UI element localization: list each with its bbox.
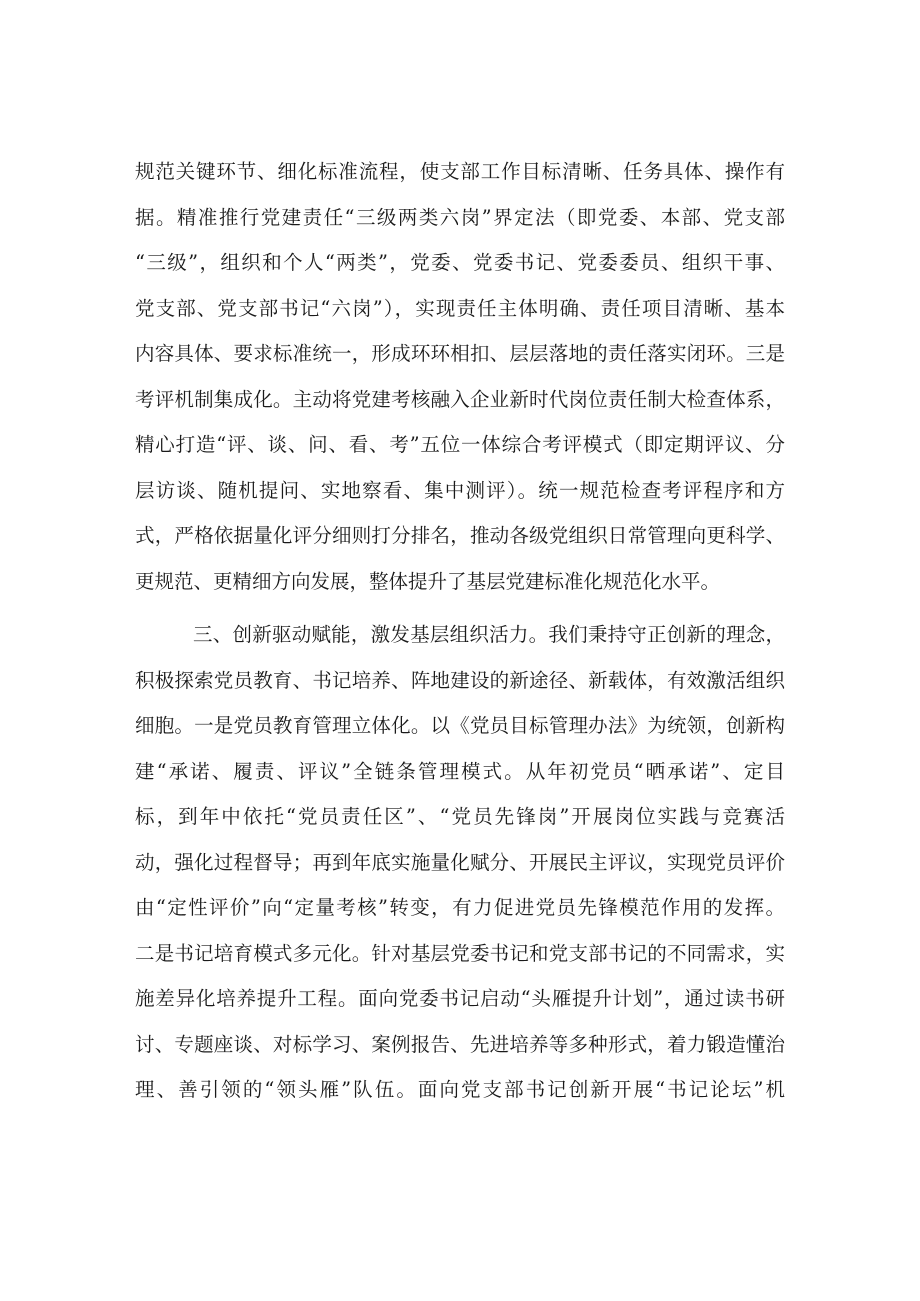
text-line: 层访谈、随机提问、实地察看、集中测评）。统一规范检查考评程序和方 bbox=[135, 478, 785, 502]
text-line: 式，严格依据量化评分细则打分排名，推动各级党组织日常管理向更科学、 bbox=[135, 524, 785, 547]
text-line: 由“定性评价”向“定量考核”转变，有力促进党员先锋模范作用的发挥。 bbox=[135, 896, 785, 919]
text-line: 施差异化培养提升工程。面向党委书记启动“头雁提升计划”，通过读书研 bbox=[135, 987, 785, 1010]
text-line: 据。精准推行党建责任“三级两类六岗”界定法（即党委、本部、党支部 bbox=[135, 205, 785, 229]
text-line: 建“承诺、履责、评议”全链条管理模式。从年初党员“晒承诺”、定目 bbox=[135, 759, 785, 783]
text-line: 理、善引领的“领头雁”队伍。面向党支部书记创新开展“书记论坛”机 bbox=[135, 1078, 785, 1101]
text-line: 规范关键环节、细化标准流程，使支部工作目标清晰、任务具体、操作有 bbox=[135, 160, 785, 183]
text-line: 积极探索党员教育、书记培养、阵地建设的新途径、新载体，有效激活组织 bbox=[135, 668, 785, 692]
text-line: 细胞。一是党员教育管理立体化。以《党员目标管理办法》为统领，创新构 bbox=[135, 714, 785, 737]
text-line: 党支部、党支部书记“六岗”），实现责任主体明确、责任项目清晰、基本 bbox=[135, 296, 785, 320]
text-line: “三级”，组织和个人“两类”，党委、党委书记、党委委员、组织干事、 bbox=[135, 251, 785, 274]
text-line: 内容具体、要求标准统一，形成环环相扣、层层落地的责任落实闭环。三是 bbox=[135, 342, 785, 365]
text-line: 标，到年中依托“党员责任区”、“党员先锋岗”开展岗位实践与竞赛活 bbox=[135, 805, 785, 828]
text-line: 精心打造“评、谈、问、看、考”五位一体综合考评模式（即定期评议、分 bbox=[135, 433, 785, 456]
text-line: 讨、专题座谈、对标学习、案例报告、先进培养等多种形式，着力锻造懂治 bbox=[135, 1032, 785, 1056]
text-line: 考评机制集成化。主动将党建考核融入企业新时代岗位责任制大检查体系， bbox=[135, 387, 785, 411]
paragraph-innovation bbox=[135, 612, 785, 1113]
text-line: 二是书记培育模式多元化。针对基层党委书记和党支部书记的不同需求，实 bbox=[135, 941, 785, 965]
text-line: 动，强化过程督导；再到年底实施量化赋分、开展民主评议，实现党员评价 bbox=[135, 850, 785, 874]
text-line: 更规范、更精细方向发展，整体提升了基层党建标准化规范化水平。 bbox=[135, 569, 721, 593]
paragraph-standardization bbox=[135, 149, 785, 604]
text-line: 三、创新驱动赋能，激发基层组织活力。我们秉持守正创新的理念， bbox=[193, 623, 785, 646]
